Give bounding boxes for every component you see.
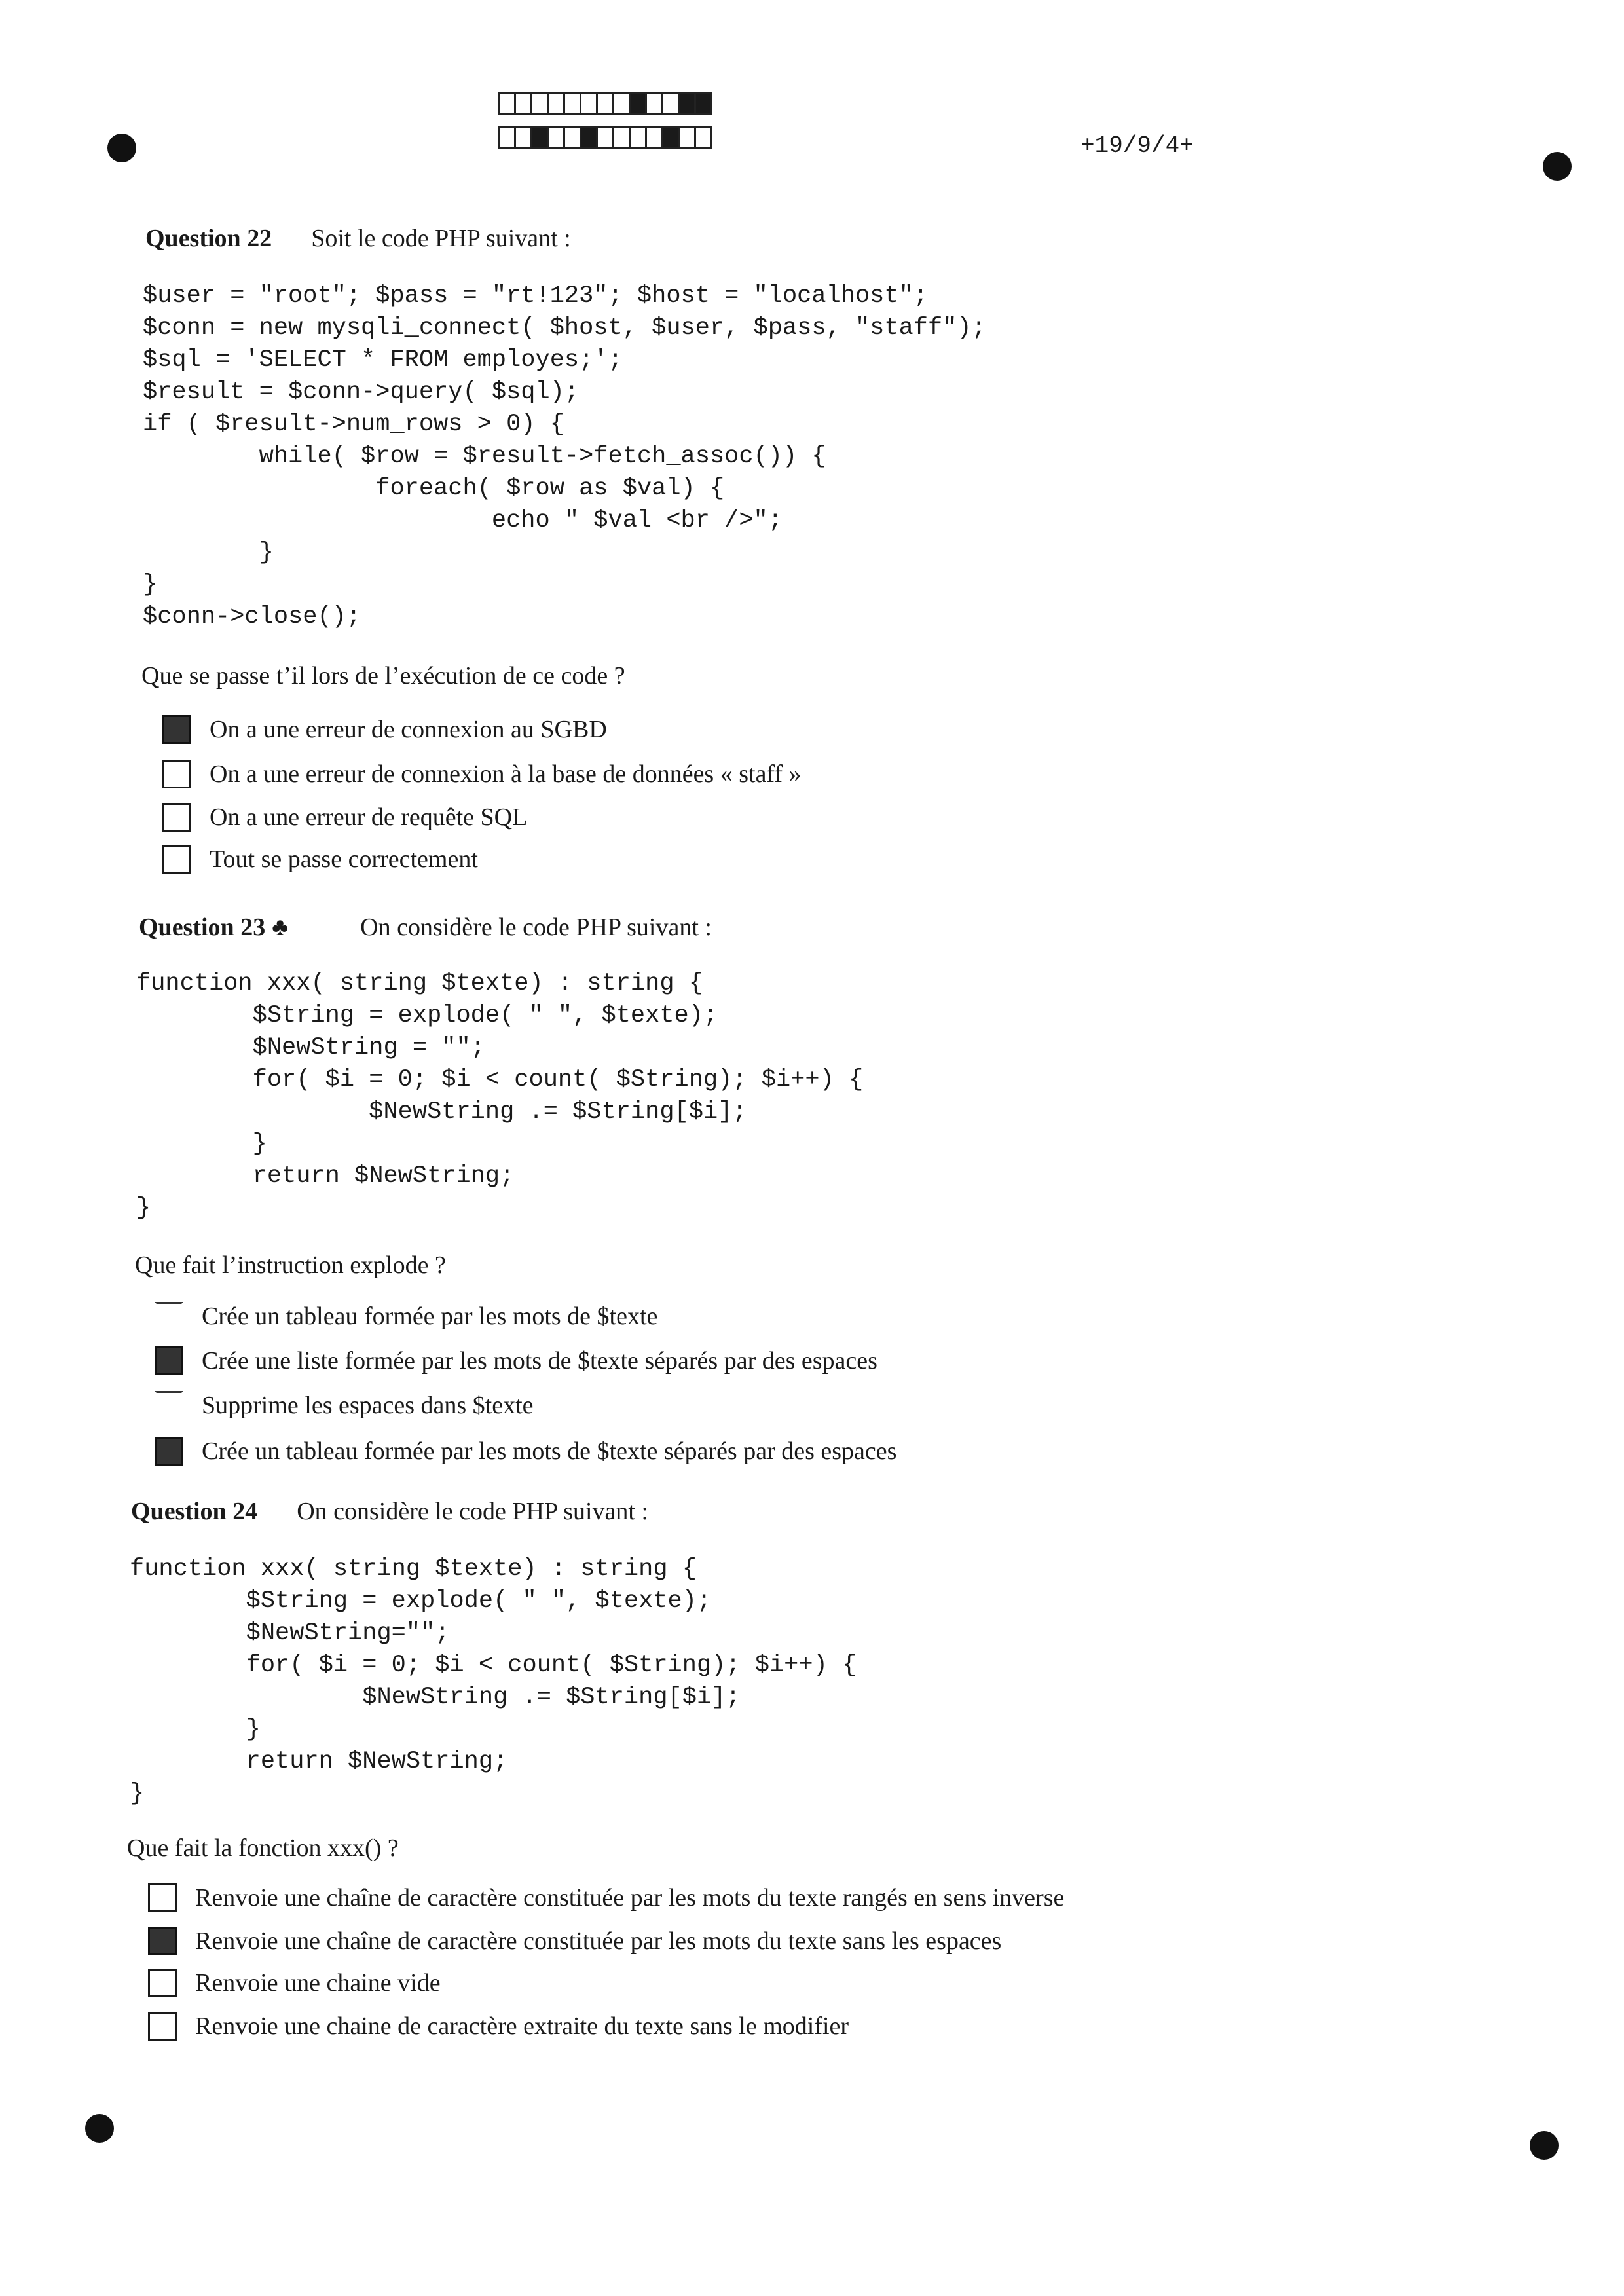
question-number: Question 22 <box>145 225 272 252</box>
question-intro: On considère le code PHP suivant : <box>360 914 712 941</box>
answer-label: Crée une liste formée par les mots de $texte séparés par des espaces <box>202 1347 877 1375</box>
answer-label: Crée un tableau formée par les mots de $texte <box>202 1303 658 1330</box>
student-id-grid-row <box>498 92 710 115</box>
answer-label: Supprime les espaces dans $texte <box>202 1392 534 1419</box>
question-number: Question 23 ♣ <box>139 914 289 941</box>
id-grid-cell <box>678 126 696 149</box>
answer-label: Renvoie une chaine de caractère extraite du texte sans le modifier <box>195 2012 849 2040</box>
id-grid-cell <box>530 92 549 115</box>
id-grid-cell <box>612 126 631 149</box>
id-grid-cell <box>645 126 663 149</box>
answer-label: Renvoie une chaîne de caractère constituée par les mots du texte rangés en sens inverse <box>195 1884 1065 1912</box>
id-grid-cell <box>629 92 647 115</box>
code-block: function xxx( string $texte) : string { $String = explode( " ", $texte); $NewString=""; for( $i = 0; $i < count( $String); $i++) { $NewString .= $String[$i]; } return $NewString; } <box>130 1555 857 1807</box>
answer-checkbox[interactable] <box>162 715 191 744</box>
answer-label: Tout se passe correctement <box>210 845 478 873</box>
id-grid-cell <box>661 92 680 115</box>
registration-mark-top-right <box>1543 152 1572 181</box>
answer-checkbox[interactable] <box>155 1302 183 1331</box>
question-prompt: Que fait l’instruction explode ? <box>135 1251 446 1279</box>
answer-option[interactable] <box>162 803 527 832</box>
id-grid-cell <box>563 92 581 115</box>
answer-label: Crée un tableau formée par les mots de $texte séparés par des espaces <box>202 1437 897 1465</box>
question-header <box>145 224 571 253</box>
answer-checkbox[interactable] <box>162 760 191 788</box>
id-grid-cell <box>694 126 712 149</box>
question-intro: On considère le code PHP suivant : <box>297 1498 649 1525</box>
answer-label: Renvoie une chaine vide <box>195 1969 441 1997</box>
id-grid-cell <box>498 126 516 149</box>
answer-option[interactable] <box>162 760 802 788</box>
id-grid-cell <box>596 92 614 115</box>
answer-checkbox[interactable] <box>148 1969 177 1997</box>
id-grid-cell <box>563 126 581 149</box>
id-grid-cell <box>629 126 647 149</box>
code-block: $user = "root"; $pass = "rt!123"; $host = "localhost"; $conn = new mysqli_connect( $host, $user, $pass, "staff"); $sql = 'SELECT * FROM employes;'; $result = $conn->query( $sql); if ( $result->num_rows > 0) { while( $row = $result->fetch_assoc()) { foreach( $row as $val) { echo " $val <br />"; } } $conn->close(); <box>143 282 986 631</box>
page-id: +19/9/4+ <box>1080 132 1194 159</box>
id-grid-cell <box>514 126 532 149</box>
id-grid-cell <box>645 92 663 115</box>
answer-option[interactable] <box>162 715 607 744</box>
question-intro: Soit le code PHP suivant : <box>311 225 571 252</box>
answer-option[interactable] <box>162 845 478 874</box>
id-grid-cell <box>498 92 516 115</box>
answer-checkbox[interactable] <box>162 845 191 874</box>
id-grid-cell <box>530 126 549 149</box>
question-prompt: Que se passe t’il lors de l’exécution de ce code ? <box>141 662 625 690</box>
answer-option[interactable] <box>148 1883 1064 1912</box>
answer-label: On a une erreur de connexion à la base de données « staff » <box>210 760 802 788</box>
answer-option[interactable] <box>148 1969 441 1997</box>
id-grid-cell <box>580 126 598 149</box>
answer-checkbox[interactable] <box>155 1437 183 1466</box>
id-grid-cell <box>547 92 565 115</box>
student-id-grid-row <box>498 126 710 149</box>
registration-mark-top-left <box>107 134 136 162</box>
answer-option[interactable] <box>155 1391 534 1420</box>
id-grid-cell <box>612 92 631 115</box>
club-icon: ♣ <box>272 914 289 941</box>
answer-option[interactable] <box>155 1346 877 1375</box>
id-grid-cell <box>596 126 614 149</box>
answer-checkbox[interactable] <box>155 1391 183 1420</box>
answer-checkbox[interactable] <box>162 803 191 832</box>
answer-option[interactable] <box>148 1927 1001 1955</box>
code-block: function xxx( string $texte) : string { $String = explode( " ", $texte); $NewString = ""; for( $i = 0; $i < count( $String); $i++) { $NewString .= $String[$i]; } return $NewString; } <box>136 970 864 1222</box>
registration-mark-bottom-right <box>1530 2131 1559 2160</box>
answer-checkbox[interactable] <box>148 1927 177 1955</box>
registration-mark-bottom-left <box>85 2114 114 2143</box>
answer-checkbox[interactable] <box>148 2012 177 2041</box>
answer-checkbox[interactable] <box>155 1346 183 1375</box>
answer-label: On a une erreur de requête SQL <box>210 804 528 831</box>
question-header <box>139 913 712 942</box>
id-grid-cell <box>580 92 598 115</box>
answer-label: On a une erreur de connexion au SGBD <box>210 716 607 743</box>
id-grid-cell <box>694 92 712 115</box>
answer-option[interactable] <box>148 2012 849 2041</box>
id-grid-cell <box>678 92 696 115</box>
question-header <box>131 1497 648 1526</box>
answer-option[interactable] <box>155 1302 657 1331</box>
question-prompt: Que fait la fonction xxx() ? <box>127 1834 399 1862</box>
id-grid-cell <box>547 126 565 149</box>
id-grid-cell <box>661 126 680 149</box>
question-number: Question 24 <box>131 1498 258 1525</box>
answer-label: Renvoie une chaîne de caractère constituée par les mots du texte sans les espaces <box>195 1927 1002 1955</box>
id-grid-cell <box>514 92 532 115</box>
answer-option[interactable] <box>155 1437 896 1466</box>
answer-checkbox[interactable] <box>148 1883 177 1912</box>
